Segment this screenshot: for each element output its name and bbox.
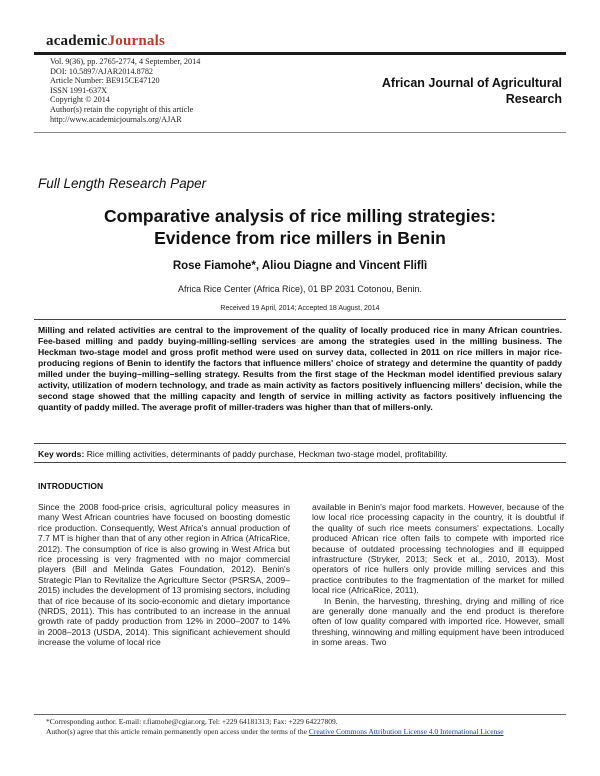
logo-part-journals: Journals: [107, 33, 166, 49]
license-text: Author(s) agree that this article remain permanently open access under the terms of the: [46, 727, 309, 736]
volume-info: Vol. 9(36), pp. 2765-2774, 4 September, 2014: [50, 57, 201, 66]
journal-name-line1: African Journal of Agricultural: [381, 76, 562, 90]
paper-title-line2: Evidence from rice millers in Benin: [154, 228, 446, 248]
body-column-left: [38, 502, 290, 648]
body-column-right: [312, 502, 564, 648]
copyright: Copyright © 2014: [50, 95, 110, 105]
section-heading-introduction: INTRODUCTION: [38, 481, 104, 491]
abstract-rule-top: [34, 319, 566, 320]
doi: DOI: 10.5897/AJAR2014.8782: [50, 66, 154, 76]
abstract-rule-bottom: [34, 443, 566, 444]
keywords-rule: [34, 462, 566, 463]
corresponding-author: *Corresponding author. E-mail: r.fiamohe@cgiar.org, Tel: +229 64181313; Fax: +229 64227809.: [46, 717, 338, 726]
header-rule-bottom: [34, 132, 566, 133]
license-statement: [46, 727, 566, 737]
paper-title: [40, 205, 560, 249]
paper-title-line1: Comparative analysis of rice milling strategies:: [104, 206, 496, 226]
intro-paragraph-3: In Benin, the harvesting, threshing, drying and milling of rice are generally done manually and the end product is therefore often of low quality compared with imported rice. However, small threshing, winnowing and milling equipment have been introduced in some areas. Two: [312, 595, 564, 648]
keywords-text: Rice milling activities, determinants of paddy purchase, Heckman two-stage model, profitability.: [86, 449, 448, 459]
affiliation: Africa Rice Center (Africa Rice), 01 BP 2031 Cotonou, Benin.: [178, 284, 422, 294]
publisher-logo: [46, 33, 165, 50]
received-accepted-dates: Received 19 April, 2014; Accepted 18 August, 2014: [220, 305, 380, 312]
keywords-label: Key words:: [38, 449, 85, 459]
footnote: [46, 717, 566, 737]
intro-paragraph-1: Since the 2008 food-price crisis, agricultural policy measures in many West African countries have focused on boosting domestic rice production. Consequently, West Africa's annual production of 7.7 MT is higher than that of any other region in Africa (AfricaRice, 2012). The consumption of rice is also growing in West Africa but rice processing is very fragmented with no major commercial players (Bill and Melinda Gates Foundation, 2012). Benin's Strategic Plan to Revitalize the Agriculture Sector (PSRSA, 2009–2015) includes the development of 13 promising sectors, including that of rice because of its socio-economic and dietary importance (NRDS, 2011). This has contributed to an increase in the annual growth rate of paddy production from 12% in 2000–2007 to 14% in 2008–2013 (USDA, 2014). This significant achievement should increase the volume of local rice: [38, 502, 290, 648]
footnote-rule: [34, 714, 566, 715]
license-link[interactable]: Creative Commons Attribution License 4.0 International License: [308, 727, 504, 736]
journal-url[interactable]: http://www.academicjournals.org/AJAR: [50, 114, 182, 124]
journal-name: [342, 75, 562, 107]
logo-part-academic: academic: [46, 33, 108, 49]
paper-type: Full Length Research Paper: [38, 176, 207, 191]
abstract: Milling and related activities are central to the improvement of the quality of locally produced rice in many African countries. Fee-based milling and paddy buying-milling-selling services are among the strategies used in the milling business. The Heckman two-stage model and gross profit method were used on survey data, collected in 2011 on rice millers in major rice-producing regions of Benin to identify the factors that influence millers' choice of strategy and determine the quantity of paddy milled under the buying–milling–selling strategy. Results from the first stage of the Heckman model identified previous salary activity, utilization of modern technology, and trade as main activity as factors positively influencing millers' decision, while the second stage showed that the milling capacity and length of service in milling activity as factors positively influencing the quantity of paddy milled. The average profit of miller-traders was higher than that of millers-only.: [38, 325, 562, 412]
header-rule-top: [34, 52, 566, 55]
journal-name-line2: Research: [505, 92, 562, 106]
keywords: [38, 449, 562, 459]
issn: ISSN 1991-637X: [50, 85, 108, 95]
intro-paragraph-2: available in Benin's major food markets. However, because of the low local rice processing capacity in the country, it is doubtful if the quality of such rice meets consumers' expectations. Locally produced African rice often fails to compete with imported rice because of outdated processing technologies and ill equipped infrastructure (Stryker, 2013; Seck et al., 2010, 2013). Most operators of rice hullers only provide milling services and this practice contributes to the fragmentation of the market for milled local rice (AfricaRice, 2011).: [312, 502, 564, 596]
rights-statement: Author(s) retain the copyright of this article: [50, 104, 194, 114]
article-number: Article Number: BE915CE47120: [50, 76, 160, 86]
authors: Rose Fiamohe*, Aliou Diagne and Vincent Fliflì: [172, 260, 428, 272]
article-metadata: [50, 57, 280, 124]
